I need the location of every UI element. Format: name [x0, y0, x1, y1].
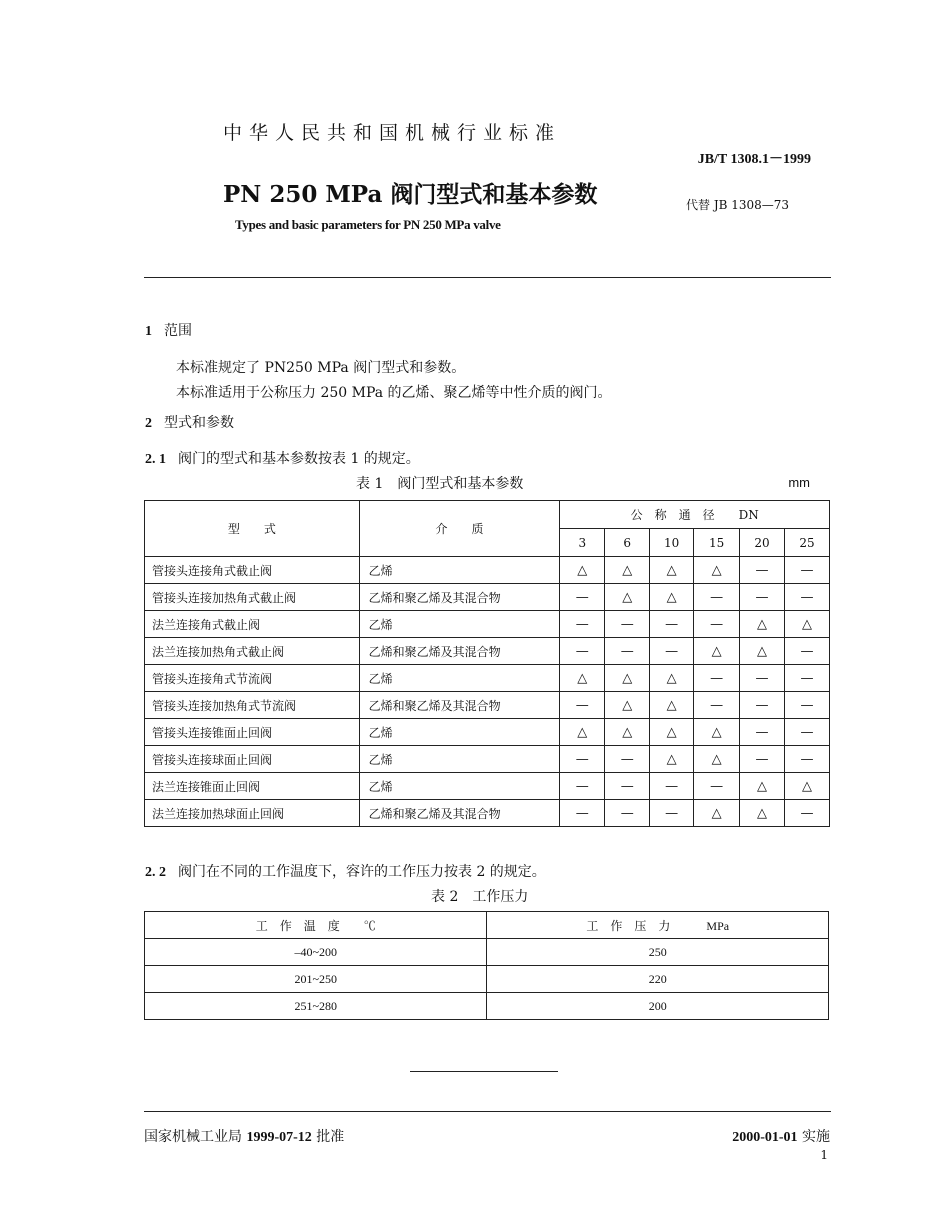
section-2-title: 型式和参数 — [164, 415, 234, 431]
table-2 — [144, 911, 829, 1020]
availability-cell: — — [650, 773, 694, 800]
table-1 — [144, 500, 830, 827]
valve-type-cell: 法兰连接加热球面止回阀 — [145, 800, 360, 827]
medium-cell: 乙烯 — [359, 557, 560, 584]
availability-cell: — — [740, 692, 785, 719]
valve-type-cell: 管接头连接球面止回阀 — [145, 746, 360, 773]
availability-cell: — — [560, 773, 605, 800]
valve-type-cell: 管接头连接加热角式节流阀 — [145, 692, 360, 719]
section-2-2 — [145, 861, 546, 881]
end-mark — [410, 1071, 558, 1072]
implementation-line — [732, 1126, 830, 1146]
section-1-heading — [145, 320, 192, 340]
table-1-header-dn: 公 称 通 径 DN — [560, 501, 830, 529]
availability-cell: △ — [785, 611, 830, 638]
issuing-organization: 中华人民共和国机械行业标准 — [223, 122, 562, 144]
valve-type-cell: 法兰连接锥面止回阀 — [145, 773, 360, 800]
availability-cell: △ — [650, 719, 694, 746]
valve-type-cell: 法兰连接加热角式截止阀 — [145, 638, 360, 665]
table-row — [145, 966, 829, 993]
document-title: PN 250 MPa 阀门型式和基本参数 — [223, 181, 598, 208]
section-2-2-number: 2. 2 — [145, 865, 166, 880]
medium-cell: 乙烯和聚乙烯及其混合物 — [359, 692, 560, 719]
availability-cell: △ — [560, 557, 605, 584]
availability-cell: △ — [605, 584, 650, 611]
availability-cell: — — [740, 584, 785, 611]
availability-cell: — — [694, 773, 740, 800]
availability-cell: — — [785, 692, 830, 719]
availability-cell: — — [560, 611, 605, 638]
availability-cell: △ — [605, 557, 650, 584]
table-1-caption: 表 1 阀门型式和基本参数 — [356, 476, 524, 492]
table-row — [145, 638, 830, 665]
availability-cell: △ — [740, 773, 785, 800]
medium-cell: 乙烯 — [359, 611, 560, 638]
availability-cell: △ — [560, 665, 605, 692]
section-2-1 — [145, 448, 420, 468]
table-1-header-medium: 介 质 — [359, 501, 560, 557]
medium-cell: 乙烯和聚乙烯及其混合物 — [359, 638, 560, 665]
table-row — [145, 611, 830, 638]
valve-type-cell: 管接头连接锥面止回阀 — [145, 719, 360, 746]
medium-cell: 乙烯 — [359, 665, 560, 692]
table-1-dn-header: 25 — [785, 529, 830, 557]
section-2-number: 2 — [145, 416, 152, 431]
availability-cell: — — [560, 800, 605, 827]
temperature-cell: –40~200 — [145, 939, 487, 966]
availability-cell: — — [785, 800, 830, 827]
table-row — [145, 800, 830, 827]
availability-cell: — — [605, 611, 650, 638]
temperature-cell: 201~250 — [145, 966, 487, 993]
medium-cell: 乙烯和聚乙烯及其混合物 — [359, 584, 560, 611]
pressure-cell: 220 — [487, 966, 829, 993]
section-1-title: 范围 — [164, 323, 192, 339]
availability-cell: △ — [605, 665, 650, 692]
availability-cell: — — [560, 638, 605, 665]
availability-cell: — — [694, 665, 740, 692]
valve-type-cell: 法兰连接角式截止阀 — [145, 611, 360, 638]
pressure-cell: 250 — [487, 939, 829, 966]
availability-cell: — — [740, 746, 785, 773]
section-2-heading — [145, 412, 234, 432]
table-row — [145, 584, 830, 611]
availability-cell: — — [785, 584, 830, 611]
approval-line — [144, 1126, 344, 1146]
table-row — [145, 557, 830, 584]
table-1-unit: mm — [788, 475, 810, 490]
availability-cell: △ — [650, 692, 694, 719]
section-1-paragraph-2: 本标准适用于公称压力 250 MPa 的乙烯、聚乙烯等中性介质的阀门。 — [176, 385, 612, 401]
availability-cell: △ — [605, 692, 650, 719]
table-2-header-temperature: 工 作 温 度 ℃ — [145, 912, 487, 939]
table-1-header-type: 型 式 — [145, 501, 360, 557]
availability-cell: △ — [560, 719, 605, 746]
availability-cell: — — [605, 773, 650, 800]
availability-cell: — — [694, 692, 740, 719]
document-title-english: Types and basic parameters for PN 250 MPa valve — [235, 217, 501, 232]
availability-cell: — — [740, 665, 785, 692]
approver: 国家机械工业局 — [144, 1129, 242, 1145]
footer-divider — [144, 1111, 831, 1112]
availability-cell: — — [740, 719, 785, 746]
availability-cell: — — [650, 638, 694, 665]
availability-cell: △ — [605, 719, 650, 746]
medium-cell: 乙烯和聚乙烯及其混合物 — [359, 800, 560, 827]
availability-cell: — — [785, 665, 830, 692]
medium-cell: 乙烯 — [359, 719, 560, 746]
availability-cell: — — [785, 746, 830, 773]
section-2-1-text: 阀门的型式和基本参数按表 1 的规定。 — [178, 451, 420, 467]
section-2-1-number: 2. 1 — [145, 452, 166, 467]
availability-cell: — — [694, 611, 740, 638]
availability-cell: △ — [785, 773, 830, 800]
availability-cell: △ — [740, 638, 785, 665]
table-1-dn-header: 3 — [560, 529, 605, 557]
table-row — [145, 993, 829, 1020]
table-2-caption: 表 2 工作压力 — [431, 889, 529, 905]
availability-cell: — — [694, 584, 740, 611]
availability-cell: △ — [694, 638, 740, 665]
medium-cell: 乙烯 — [359, 773, 560, 800]
table-row — [145, 692, 830, 719]
availability-cell: — — [560, 584, 605, 611]
standard-number: JB/T 1308.1－1999 — [697, 152, 811, 167]
availability-cell: — — [740, 557, 785, 584]
approval-date: 1999-07-12 — [246, 1130, 312, 1145]
section-2-2-text: 阀门在不同的工作温度下，容许的工作压力按表 2 的规定。 — [178, 864, 546, 880]
section-1-number: 1 — [145, 324, 152, 339]
availability-cell: △ — [650, 665, 694, 692]
valve-type-cell: 管接头连接加热角式截止阀 — [145, 584, 360, 611]
table-1-dn-header: 20 — [740, 529, 785, 557]
availability-cell: △ — [650, 584, 694, 611]
section-1-paragraph-1: 本标准规定了 PN250 MPa 阀门型式和参数。 — [176, 360, 466, 376]
availability-cell: — — [605, 800, 650, 827]
availability-cell: — — [560, 692, 605, 719]
header-divider — [144, 277, 831, 278]
page-number: 1 — [820, 1148, 828, 1162]
availability-cell: △ — [694, 719, 740, 746]
valve-type-cell: 管接头连接角式节流阀 — [145, 665, 360, 692]
availability-cell: △ — [694, 800, 740, 827]
availability-cell: △ — [694, 746, 740, 773]
valve-type-cell: 管接头连接角式截止阀 — [145, 557, 360, 584]
implementation-word: 实施 — [802, 1129, 830, 1145]
table-row — [145, 719, 830, 746]
table-2-header-pressure: 工 作 压 力 MPa — [487, 912, 829, 939]
replaces-note: 代替 JB 1308—73 — [686, 198, 790, 212]
temperature-cell: 251~280 — [145, 993, 487, 1020]
table-1-dn-header: 10 — [650, 529, 694, 557]
availability-cell: — — [785, 719, 830, 746]
availability-cell: — — [605, 638, 650, 665]
table-row — [145, 773, 830, 800]
availability-cell: — — [785, 557, 830, 584]
availability-cell: △ — [694, 557, 740, 584]
table-1-dn-header: 15 — [694, 529, 740, 557]
availability-cell: — — [650, 800, 694, 827]
availability-cell: △ — [650, 557, 694, 584]
medium-cell: 乙烯 — [359, 746, 560, 773]
availability-cell: △ — [740, 611, 785, 638]
table-1-dn-header: 6 — [605, 529, 650, 557]
availability-cell: — — [560, 746, 605, 773]
availability-cell: — — [785, 638, 830, 665]
availability-cell: △ — [740, 800, 785, 827]
implementation-date: 2000-01-01 — [732, 1130, 798, 1145]
availability-cell: △ — [650, 746, 694, 773]
pressure-cell: 200 — [487, 993, 829, 1020]
approval-word: 批准 — [316, 1129, 345, 1145]
table-row — [145, 746, 830, 773]
availability-cell: — — [650, 611, 694, 638]
availability-cell: — — [605, 746, 650, 773]
table-row — [145, 665, 830, 692]
table-row — [145, 939, 829, 966]
